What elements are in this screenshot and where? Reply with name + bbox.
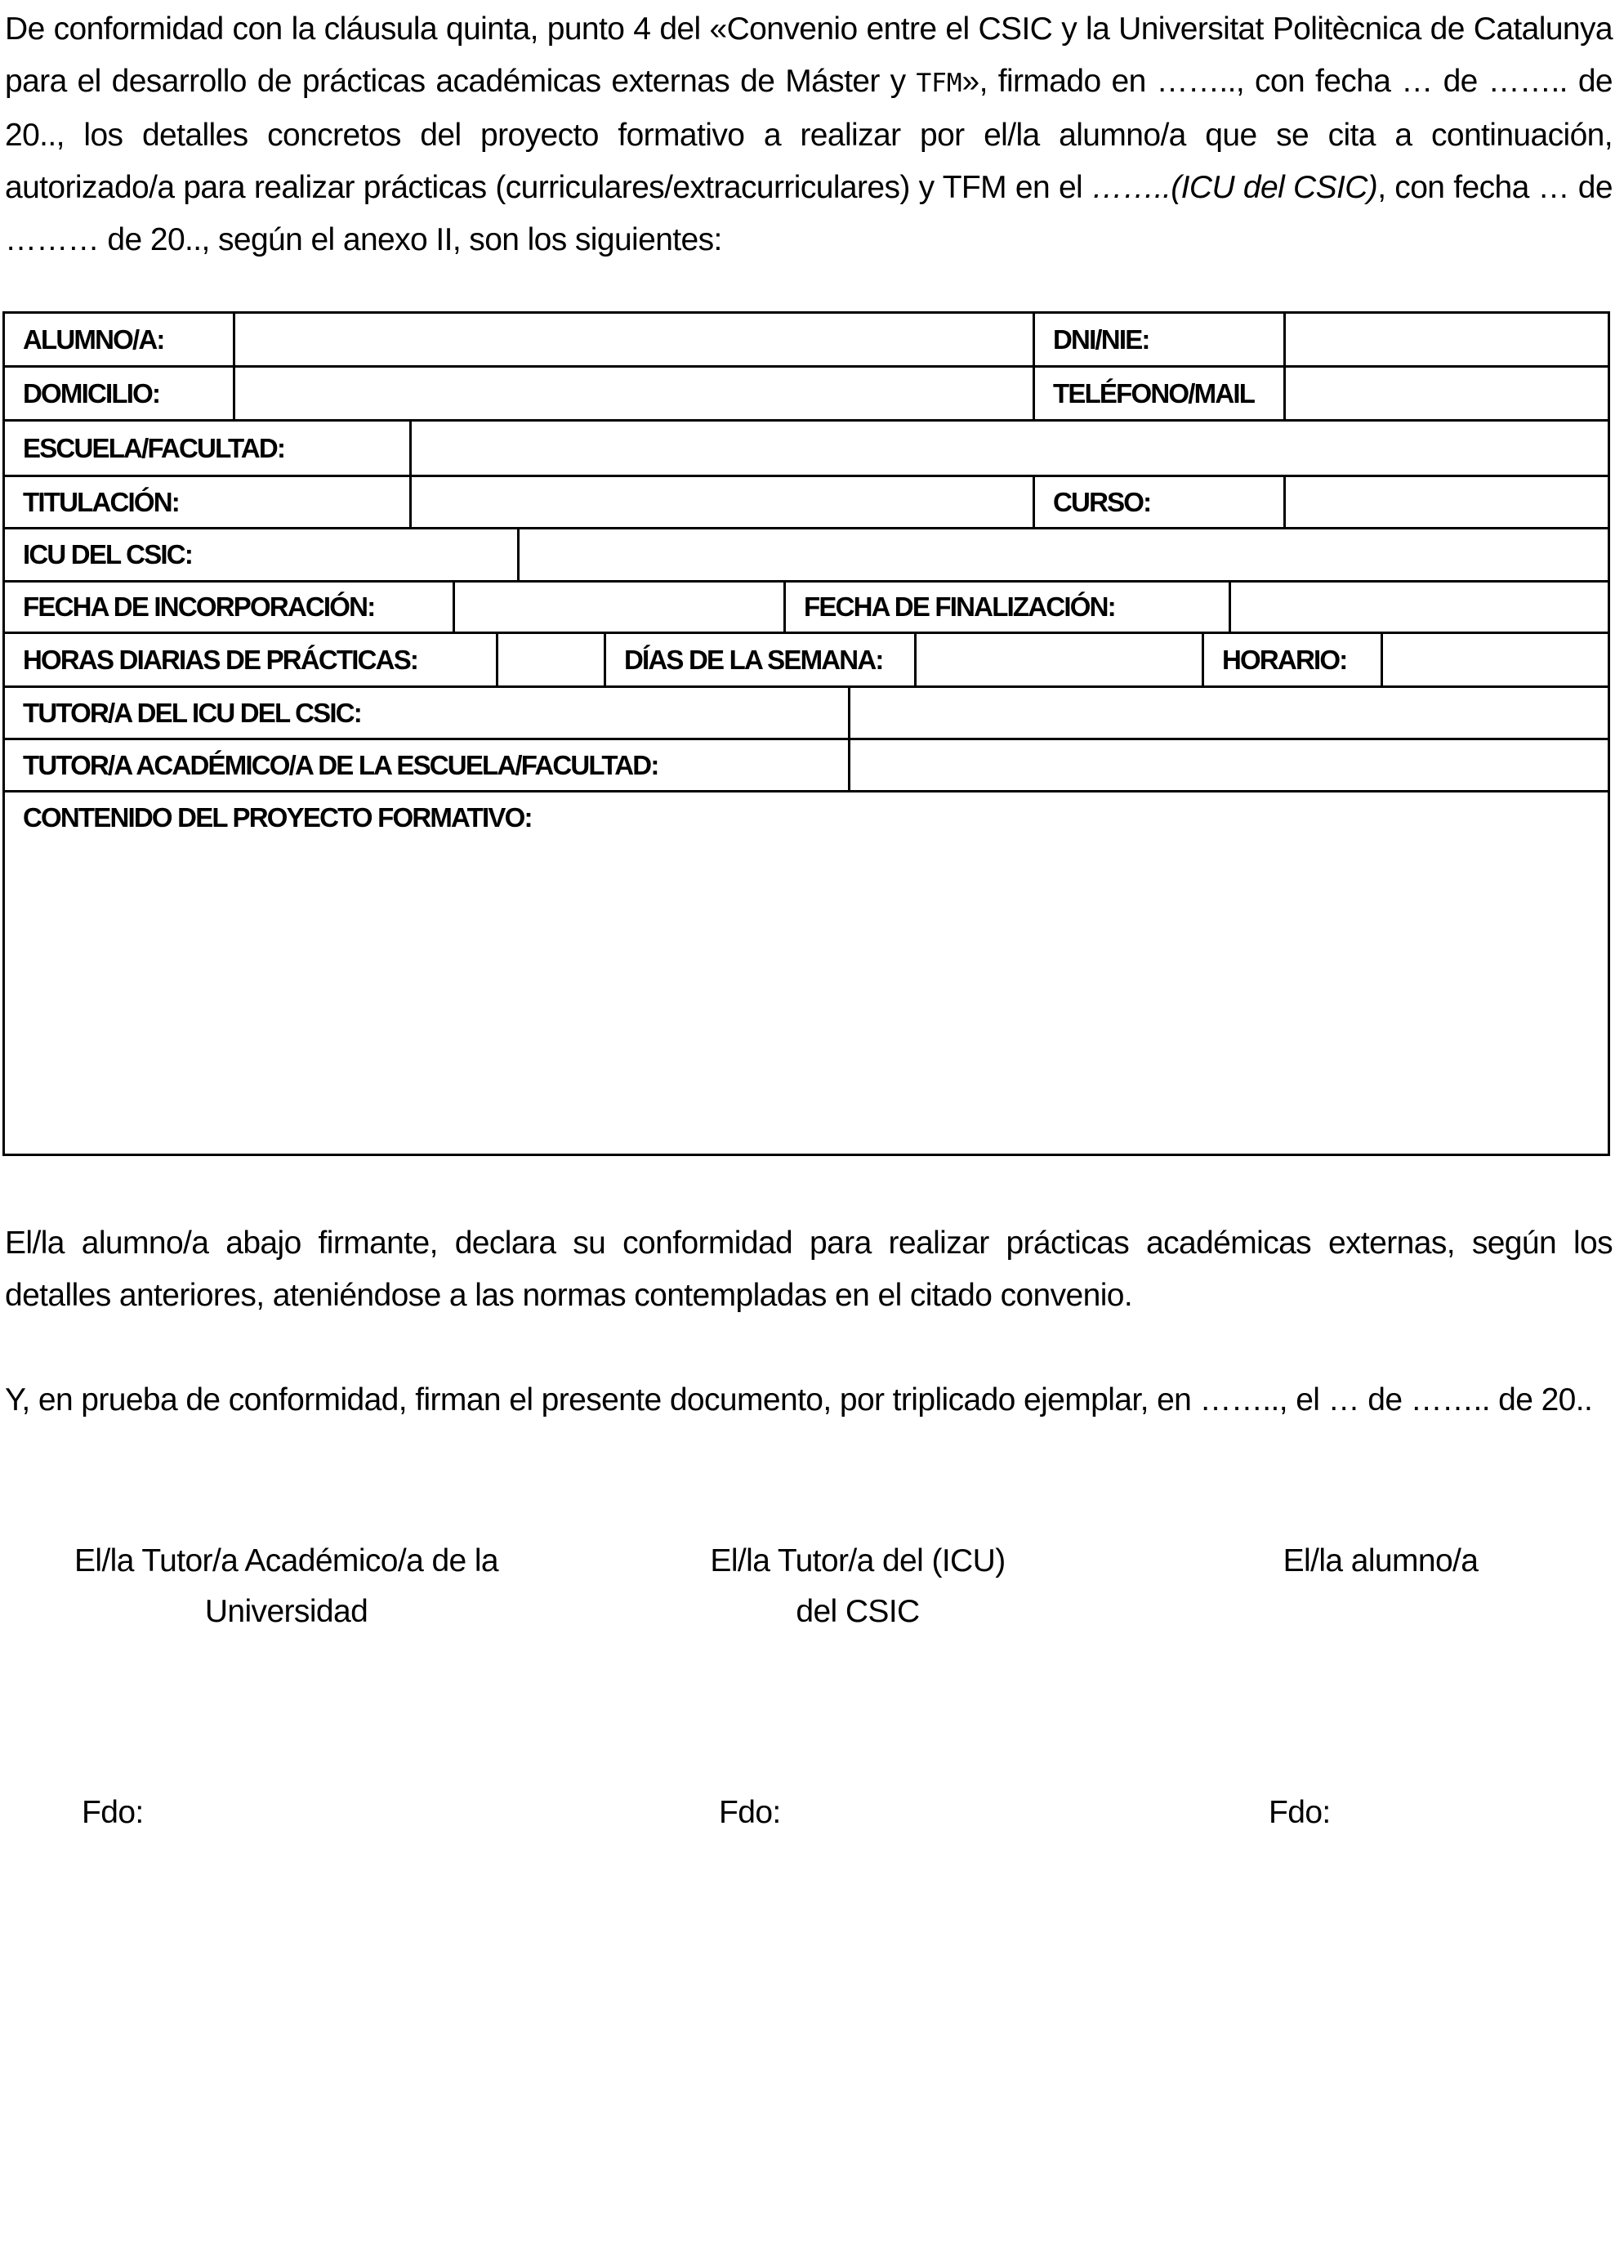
signature-academic-line2: Universidad bbox=[204, 1594, 368, 1629]
label-escuela: ESCUELA/FACULTAD: bbox=[5, 422, 412, 475]
row-titulacion bbox=[5, 477, 1608, 529]
intro-tfm: TFM bbox=[916, 69, 962, 98]
signature-academic-tutor bbox=[43, 1536, 529, 1637]
fdo-icu: Fdo: bbox=[719, 1795, 781, 1830]
field-dni[interactable] bbox=[1286, 314, 1608, 365]
intro-text-1: De conformidad con la cláusula quinta, punto 4 del «Convenio entre el CSIC y la Universitat Politècnica de Catalunya para el desarrollo de prácticas académicas externas de Máster y bbox=[5, 11, 1613, 99]
row-tutor-icu bbox=[5, 688, 1608, 740]
field-tutor-icu[interactable] bbox=[850, 688, 1608, 738]
label-icu: ICU DEL CSIC: bbox=[5, 529, 520, 580]
field-horario[interactable] bbox=[1383, 634, 1608, 685]
fdo-academic: Fdo: bbox=[82, 1795, 144, 1830]
field-fecha-incorporacion[interactable] bbox=[455, 583, 786, 632]
field-tutor-academico[interactable] bbox=[850, 740, 1608, 790]
signature-student-label: El/la alumno/a bbox=[1283, 1543, 1479, 1578]
label-contenido-proyecto: CONTENIDO DEL PROYECTO FORMATIVO: bbox=[23, 802, 532, 833]
signature-academic-line1: El/la Tutor/a Académico/a de la bbox=[74, 1543, 499, 1578]
fdo-student: Fdo: bbox=[1269, 1795, 1331, 1830]
intro-text-2: », firmado en …….., con fecha … de …….. de 20.., los detalles concretos del proyecto formativo a realizar por el/la alumno/a que se cita a continuación, autorizado/a para realizar prácticas (curriculares/extracurriculares) y TFM en el bbox=[5, 64, 1613, 205]
field-icu[interactable] bbox=[520, 529, 1608, 580]
label-horario: HORARIO: bbox=[1204, 634, 1383, 685]
label-domicilio: DOMICILIO: bbox=[5, 368, 235, 419]
field-fecha-finalizacion[interactable] bbox=[1231, 583, 1608, 632]
row-domicilio bbox=[5, 368, 1608, 422]
row-fechas bbox=[5, 583, 1608, 634]
field-escuela[interactable] bbox=[412, 422, 1608, 475]
field-curso[interactable] bbox=[1286, 477, 1608, 527]
label-alumno: ALUMNO/A: bbox=[5, 314, 235, 365]
label-curso: CURSO: bbox=[1035, 477, 1286, 527]
label-dias-semana: DÍAS DE LA SEMANA: bbox=[606, 634, 917, 685]
signature-icu-line1: El/la Tutor/a del (ICU) bbox=[710, 1543, 1006, 1578]
label-titulacion: TITULACIÓN: bbox=[5, 477, 412, 527]
row-tutor-academico bbox=[5, 740, 1608, 792]
intro-text-3: , con fecha … de ……… de 20.., según el anexo II, son los siguientes: bbox=[5, 170, 1613, 257]
field-dias-semana[interactable] bbox=[917, 634, 1204, 685]
row-alumno bbox=[5, 314, 1608, 368]
field-titulacion[interactable] bbox=[412, 477, 1035, 527]
internship-form-table bbox=[2, 311, 1610, 1156]
label-horas-diarias: HORAS DIARIAS DE PRÁCTICAS: bbox=[5, 634, 498, 685]
row-horas bbox=[5, 634, 1608, 688]
field-horas-diarias[interactable] bbox=[498, 634, 606, 685]
intro-paragraph bbox=[5, 3, 1613, 266]
declaration-paragraph: El/la alumno/a abajo firmante, declara su conformidad para realizar prácticas académicas externas, según los detalles anteriores, ateniéndose a las normas contempladas en el citado convenio. bbox=[5, 1226, 1613, 1313]
field-contenido-proyecto[interactable] bbox=[5, 792, 1608, 1154]
intro-icu-placeholder: ……..(ICU del CSIC) bbox=[1091, 170, 1378, 205]
label-dni: DNI/NIE: bbox=[1035, 314, 1286, 365]
row-escuela bbox=[5, 422, 1608, 477]
row-icu bbox=[5, 529, 1608, 583]
signature-icu-tutor bbox=[686, 1536, 1029, 1637]
label-tutor-academico: TUTOR/A ACADÉMICO/A DE LA ESCUELA/FACULTAD: bbox=[5, 740, 850, 790]
label-telefono: TELÉFONO/MAIL bbox=[1035, 368, 1286, 419]
row-contenido bbox=[5, 792, 1608, 1154]
field-domicilio[interactable] bbox=[235, 368, 1035, 419]
label-tutor-icu: TUTOR/A DEL ICU DEL CSIC: bbox=[5, 688, 850, 738]
proof-paragraph: Y, en prueba de conformidad, firman el presente documento, por triplicado ejemplar, en …….., el … de …….. de 20.. bbox=[5, 1382, 1593, 1418]
label-fecha-incorporacion: FECHA DE INCORPORACIÓN: bbox=[5, 583, 455, 632]
label-fecha-finalizacion: FECHA DE FINALIZACIÓN: bbox=[786, 583, 1231, 632]
field-alumno[interactable] bbox=[235, 314, 1035, 365]
signature-icu-line2: del CSIC bbox=[796, 1594, 920, 1629]
field-telefono[interactable] bbox=[1286, 368, 1608, 419]
signature-student bbox=[1258, 1536, 1503, 1587]
